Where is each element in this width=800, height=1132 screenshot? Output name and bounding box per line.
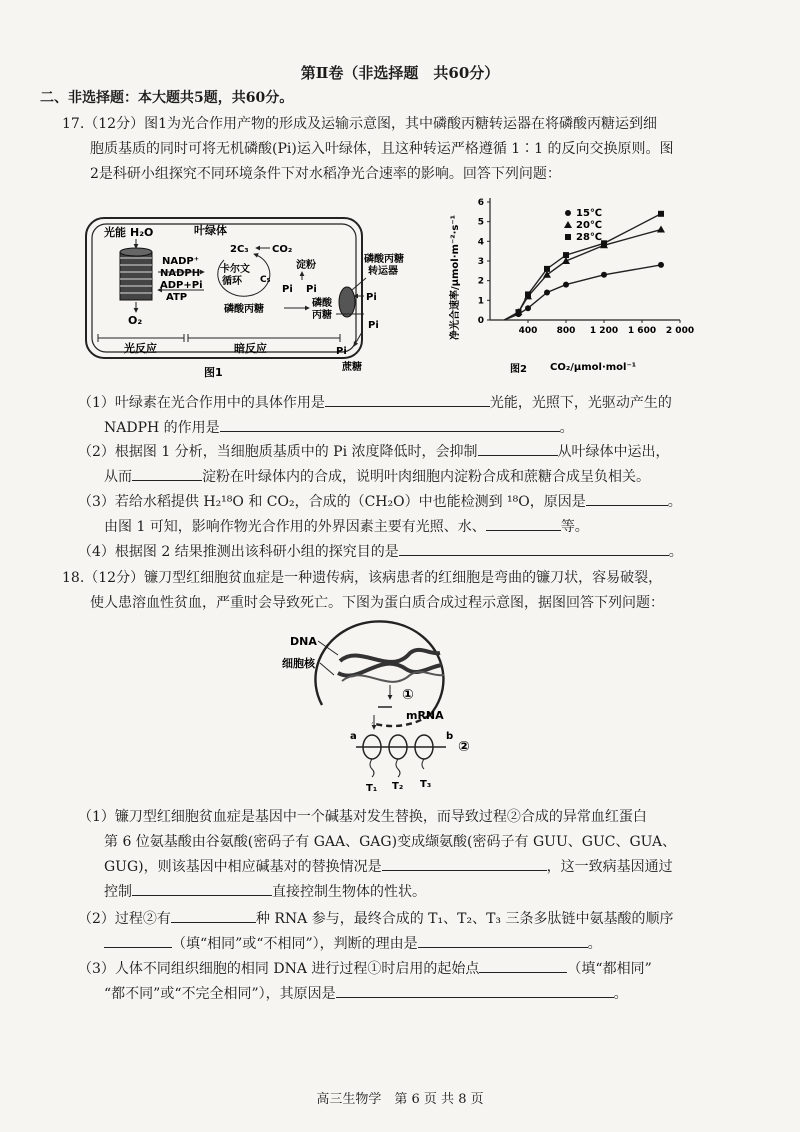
calvin-label-1: 卡尔文 xyxy=(220,264,250,275)
nucleus-label: 细胞核 xyxy=(282,657,315,670)
pi-outer-label-3: Pi xyxy=(336,346,347,357)
legend-label: 15℃ xyxy=(576,208,603,219)
data-point xyxy=(563,252,569,258)
c3-label: 2C₃ xyxy=(230,244,249,255)
grana-stack xyxy=(120,248,152,300)
starch-label: 淀粉 xyxy=(296,260,316,271)
sucrose-label: 蔗糖 xyxy=(342,362,362,373)
data-point xyxy=(525,305,531,311)
light-energy-label: 光能 xyxy=(104,226,126,239)
transporter-label-1: 磷酸丙糖 xyxy=(364,254,404,265)
q18-sub2-line2: （填“相同”或“不相同”），判断的理由是 。 xyxy=(104,933,602,953)
dna-label: DNA xyxy=(290,635,317,648)
q18-sub2-line1: （2）过程②有 种 RNA 参与，最终合成的 T₁、T₂、T₃ 三条多肽链中氨基酸的顺序 xyxy=(78,908,673,928)
q17-sub3-line2: 由图 1 可知，影响作物光合作用的外界因素主要有光照、水、 等。 xyxy=(104,516,589,536)
q18-sub3-line2: “都不同”或“不完全相同”），其原因是 。 xyxy=(104,983,628,1003)
x-tick-label: 2 000 xyxy=(665,326,695,336)
q18-stem-2: 使人患溶血性贫血，严重时会导致死亡。下图为蛋白质合成过程示意图，据图回答下列问题： xyxy=(90,595,664,611)
q17-sub1-line1: （1）叶绿素在光合作用中的具体作用是 光能，光照下，光驱动产生的 xyxy=(78,392,672,412)
legend-marker xyxy=(565,234,571,240)
answer-blank[interactable] xyxy=(418,933,588,948)
o2-label: O₂ xyxy=(128,314,143,327)
q17-stem-1: 17.（12分）图1为光合作用产物的形成及运输示意图，其中磷酸丙糖转运器在将磷酸丙糖运到细 xyxy=(62,116,657,132)
mrna-end-b: b xyxy=(446,731,454,742)
q17-stem-2: 胞质基质的同时可将无机磷酸(Pi)运入叶绿体，且这种转运严格遵循 1∶1 的反向交换原则。图 xyxy=(90,141,674,157)
chloroplast-label: 叶绿体 xyxy=(194,224,227,237)
answer-blank[interactable] xyxy=(478,441,558,456)
y-tick-label: 1 xyxy=(477,296,484,307)
h2o-label: H₂O xyxy=(130,226,154,239)
legend-marker xyxy=(565,210,571,216)
figure-1-caption: 图1 xyxy=(204,366,223,379)
x-tick-label: 1 600 xyxy=(627,326,657,336)
figure-1-chloroplast xyxy=(84,210,424,380)
answer-blank[interactable] xyxy=(132,466,202,481)
atp-label: ATP xyxy=(166,292,188,303)
data-point xyxy=(658,211,664,217)
answer-blank[interactable] xyxy=(399,541,669,556)
legend-label: 28℃ xyxy=(576,232,603,243)
q17-number: 17. xyxy=(62,116,85,132)
dark-reaction-label: 暗反应 xyxy=(234,342,267,355)
data-point xyxy=(563,282,569,288)
calvin-label-2: 循环 xyxy=(222,276,242,287)
q17-score: （12分） xyxy=(84,116,145,132)
answer-blank[interactable] xyxy=(325,392,490,407)
ribosomes xyxy=(363,735,433,777)
t3-label: T₃ xyxy=(420,779,432,790)
q17-stem-3: 2是科研小组探究不同环境条件下对水稻净光合速率的影响。回答下列问题： xyxy=(90,166,561,182)
x-tick-label: 1 200 xyxy=(589,326,619,336)
step-1-label: ① xyxy=(402,687,414,703)
y-tick-label: 6 xyxy=(477,198,484,208)
data-point xyxy=(657,226,665,233)
co2-label: CO₂ xyxy=(272,244,293,255)
nadp-label: NADP⁺ xyxy=(162,256,200,267)
step-2-label: ② xyxy=(458,739,470,755)
answer-blank[interactable] xyxy=(104,933,172,948)
q18-sub1-line4: 控制 直接控制生物体的性状。 xyxy=(104,881,426,901)
pi-inner-label-2: Pi xyxy=(306,284,317,295)
data-point xyxy=(601,272,607,278)
part-title: 二、非选择题：本大题共5题，共60分。 xyxy=(40,90,294,106)
x-tick-label: 800 xyxy=(556,326,576,336)
transporter-shape xyxy=(339,287,355,317)
legend-label: 20℃ xyxy=(576,220,603,231)
q18-sub3-line1: （3）人体不同组织细胞的相同 DNA 进行过程①时启用的起始点 （填“都相同” xyxy=(78,958,652,978)
q18-sub1-line2: 第 6 位氨基酸由谷氨酸(密码子有 GAA、GAG)变成缬氨酸(密码子有 GUU、GUC、GUA、 xyxy=(104,834,677,850)
nadph-label: NADPH xyxy=(160,268,201,279)
triose-label-1: 磷酸丙糖 xyxy=(224,304,264,315)
light-reaction-label: 光反应 xyxy=(124,342,157,355)
q17-sub3-line1: （3）若给水稻提供 H₂¹⁸O 和 CO₂，合成的（CH₂O）中也能检测到 ¹⁸O，原因是 。 xyxy=(78,491,682,511)
answer-blank[interactable] xyxy=(479,958,567,973)
figure-2-chart xyxy=(440,190,700,380)
page-footer: 高三生物学 第 6 页 共 8 页 xyxy=(316,1092,484,1107)
transporter-label-2: 转运器 xyxy=(368,266,398,277)
pi-outer-label-1: Pi xyxy=(366,292,377,303)
pi-outer-label-2: Pi xyxy=(368,320,379,331)
mrna-label: mRNA xyxy=(406,709,444,722)
t2-label: T₂ xyxy=(392,781,404,792)
chart-xlabel: CO₂/μmol·mol⁻¹ xyxy=(550,362,637,373)
y-tick-label: 5 xyxy=(477,217,484,228)
answer-blank[interactable] xyxy=(336,983,614,998)
y-tick-label: 2 xyxy=(477,276,484,287)
q18-number: 18. xyxy=(62,570,85,586)
q18-sub1-line1: （1）镰刀型红细胞贫血症是基因中一个碱基对发生替换，而导致过程②合成的异常血红蛋白 xyxy=(78,809,647,825)
answer-blank[interactable] xyxy=(171,908,256,923)
q18-sub1-line3: GUG)，则该基因中相应碱基对的替换情况是 ，这一致病基因通过 xyxy=(104,856,673,876)
answer-blank[interactable] xyxy=(382,856,547,871)
y-tick-label: 0 xyxy=(477,316,484,326)
triose-label-2b: 丙糖 xyxy=(312,310,332,321)
q18-stem-1: 18.（12分）镰刀型红细胞贫血症是一种遗传病，该病患者的红细胞是弯曲的镰刀状，容易破裂， xyxy=(62,570,663,586)
answer-blank[interactable] xyxy=(586,491,668,506)
answer-blank[interactable] xyxy=(220,417,560,432)
q17-sub1-line2: NADPH 的作用是 。 xyxy=(104,417,574,437)
y-tick-label: 4 xyxy=(477,237,484,248)
answer-blank[interactable] xyxy=(132,881,272,896)
y-tick-label: 3 xyxy=(477,257,484,267)
adp-pi-label: ADP+Pi xyxy=(160,280,203,291)
data-point xyxy=(658,262,664,268)
q17-sub4: （4）根据图 2 结果推测出该科研小组的探究目的是 。 xyxy=(78,541,683,561)
section-title: 第Ⅱ卷（非选择题 共60分） xyxy=(300,64,500,82)
x-tick-label: 400 xyxy=(518,326,538,336)
dna-strand xyxy=(340,650,440,662)
pi-inner-label-1: Pi xyxy=(282,284,293,295)
answer-blank[interactable] xyxy=(486,516,561,531)
figure-2-caption: 图2 xyxy=(510,364,527,375)
c5-label: C₅ xyxy=(260,275,271,285)
legend-marker xyxy=(564,221,572,228)
q17-sub2-line2: 从而 淀粉在叶绿体内的合成，说明叶肉细胞内淀粉合成和蔗糖合成呈负相关。 xyxy=(104,466,650,486)
data-point xyxy=(516,309,522,315)
figure-protein-synthesis xyxy=(280,615,500,795)
t1-label: T₁ xyxy=(366,783,378,794)
mrna-end-a: a xyxy=(350,731,357,742)
data-point xyxy=(544,266,550,272)
q17-sub2-line1: （2）根据图 1 分析，当细胞质基质中的 Pi 浓度降低时，会抑制 从叶绿体中运出， xyxy=(78,441,670,461)
chart-ylabel: 净光合速率/μmol·m⁻²·s⁻¹ xyxy=(450,214,461,340)
data-point xyxy=(525,291,531,297)
data-point xyxy=(544,289,550,295)
triose-label-2a: 磷酸 xyxy=(312,298,332,309)
q18-score: （12分） xyxy=(84,570,145,586)
nuclear-membrane xyxy=(315,621,443,715)
